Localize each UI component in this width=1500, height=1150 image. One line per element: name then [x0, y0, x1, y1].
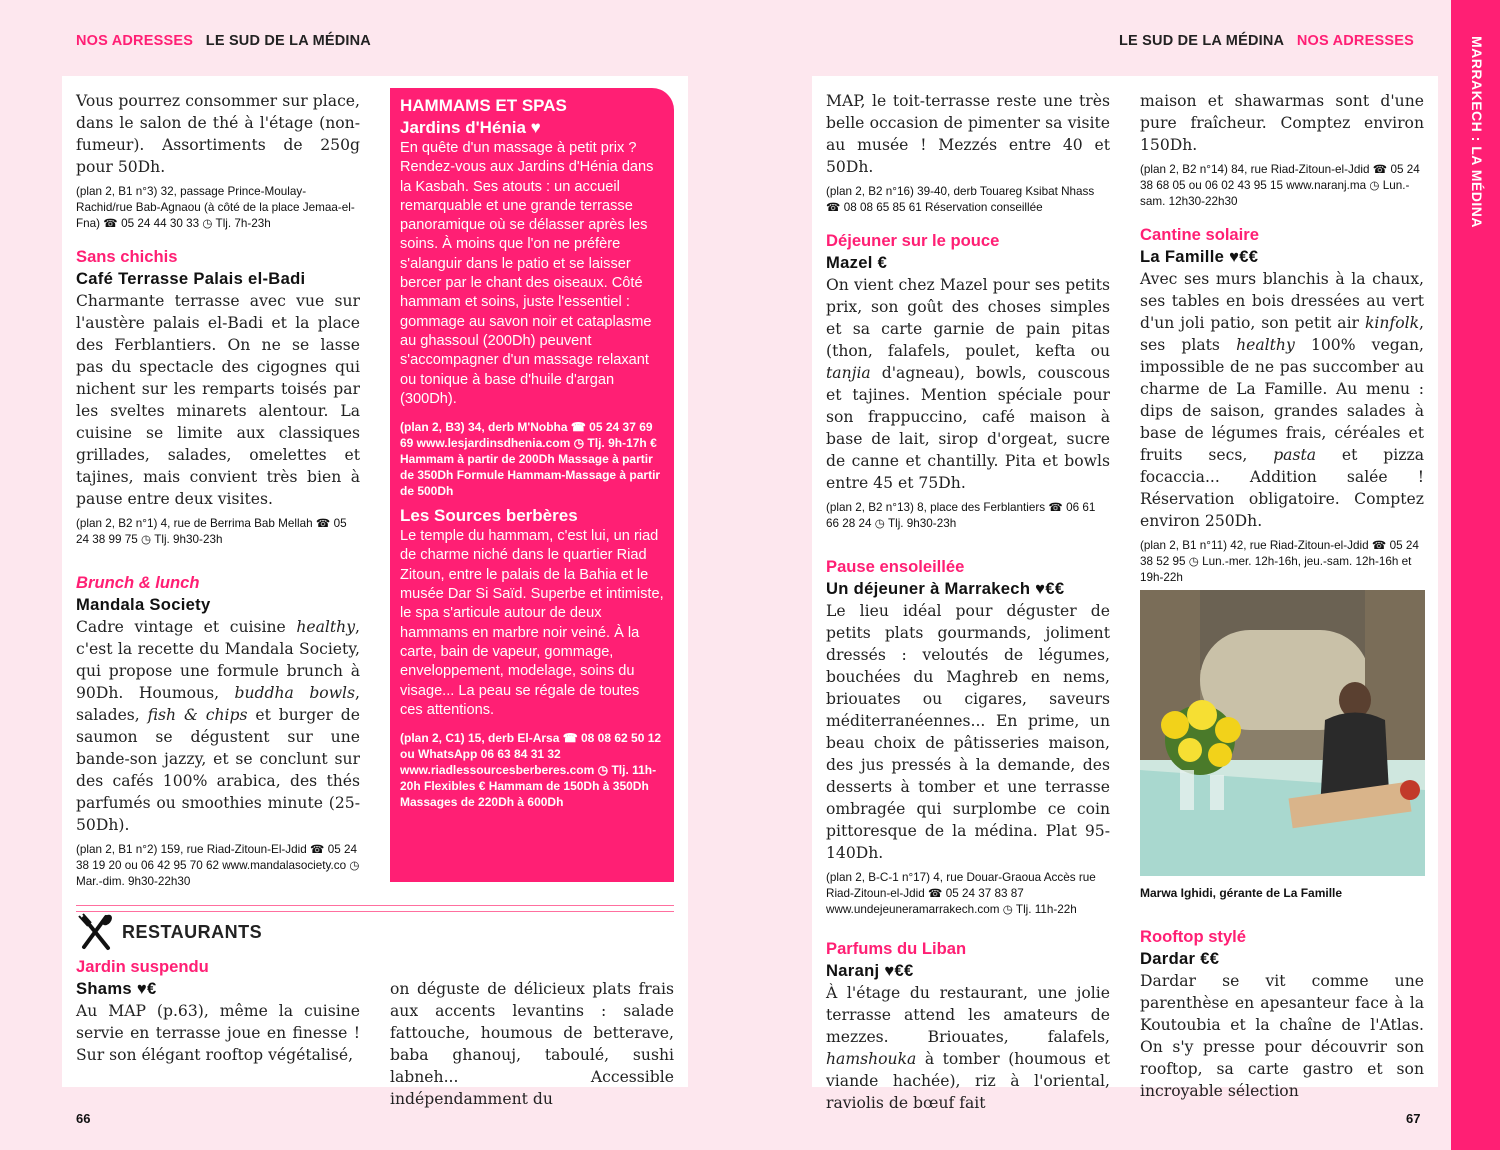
mazel-name: Mazel €	[826, 253, 888, 272]
header-right	[1119, 33, 1414, 49]
famille-kicker: Cantine solaire	[1140, 225, 1259, 244]
shams-name: Shams ♥€	[76, 979, 157, 998]
mazel-info: (plan 2, B2 n°13) 8, place des Ferblantiers ☎ 06 61 66 28 24 ◷ Tlj. 9h30-23h	[826, 501, 1096, 530]
header-area: LE SUD DE LA MÉDINA	[205, 33, 371, 49]
divider-rule	[76, 905, 674, 906]
intro-text: Vous pourrez consommer sur place, dans le salon de thé à l'étage (non-fumeur). Assortiments de 250g pour 50Dh.	[76, 92, 360, 176]
badi-info: (plan 2, B2 n°1) 4, rue de Berrima Bab Mellah ☎ 05 24 38 99 75 ◷ Tlj. 9h30-23h	[76, 517, 347, 546]
page-right	[812, 76, 1438, 1112]
divider-rule	[76, 911, 674, 912]
dejeuner-name: Un déjeuner à Marrakech ♥€€	[826, 579, 1065, 598]
sources-name: Les Sources berbères	[400, 506, 578, 526]
henia-info: (plan 2, B3) 34, derb M'Nobha ☎ 05 24 37 69 69 www.lesjardinsdhenia.com ◷ Tlj. 9h-17h € Hammam à partir de 200Dh Massage à partir de 350Dh Formule Hammam-Massage à partir de 500Dh	[400, 420, 661, 499]
shams-kicker: Jardin suspendu	[76, 957, 209, 976]
dardar-kicker: Rooftop stylé	[1140, 927, 1247, 946]
page-number-left: 66	[76, 1111, 91, 1126]
famille-text: Avec ses murs blanchis à la chaux, ses tables en bois dressées au vert d'un joli patio, son petit air kinfolk, ses plats healthy 100% vegan, impossible de ne pas succomber au charme de La Famille. Au menu : dips de saison, grandes salades à base de légumes frais, céréales et fruits secs, pasta et pizza focaccia... Addition salée ! Réservation obligatoire. Comptez environ 250Dh.	[1140, 270, 1424, 530]
dardar-name: Dardar €€	[1140, 949, 1220, 968]
sources-info: (plan 2, C1) 15, derb El-Arsa ☎ 08 08 62 50 12 ou WhatsApp 06 63 84 31 32 www.riadlessourcesberberes.com ◷ Tlj. 11h-20h Flexibles € Hammam de 150Dh à 350Dh Massages de 220Dh à 600Dh	[400, 731, 662, 810]
restaurants-section	[76, 912, 676, 1110]
dardar-block	[1140, 926, 1424, 1102]
mandala-info: (plan 2, B1 n°2) 159, rue Riad-Zitoun-El-Jdid ☎ 05 24 38 19 20 ou 06 42 95 70 62 www.mandalasociety.co ◷ Mar.-dim. 9h30-22h30	[76, 843, 360, 888]
famille-name: La Famille ♥€€	[1140, 247, 1259, 266]
header-section: NOS ADRESSES	[76, 33, 194, 49]
badi-kicker: Sans chichis	[76, 247, 178, 266]
spa-heading: HAMMAMS ET SPAS	[400, 96, 567, 115]
header-section: NOS ADRESSES	[1296, 33, 1414, 49]
page-number-right: 67	[1406, 1111, 1421, 1126]
restaurants-heading	[76, 912, 676, 952]
badi-name: Café Terrasse Palais el-Badi	[76, 269, 306, 288]
henia-name: Jardins d'Hénia ♥	[400, 118, 541, 137]
henia-text: En quête d'un massage à petit prix ? Rendez-vous aux Jardins d'Hénia dans la Kasbah. Ses atouts : un accueil remarquable et une grande terrasse panoramique où se délasser après les soins. À moins que l'on ne préfère s'alanguir dans le patio et se laisser bercer par le chant des oiseaux. Côté hammam et soins, juste l'essentiel : gommage au savon noir et cataplasme au ghassoul (200Dh) peuvent s'accompagner d'un massage relaxant ou tonique à base d'huile d'argan (300Dh).	[400, 140, 654, 407]
shams-text-a: Au MAP (p.63), même la cuisine servie en terrasse joue en finesse ! Sur son élégant rooftop végétalisé,	[76, 1002, 360, 1064]
dejeuner-text: Le lieu idéal pour déguster de petits plats gourmands, joliment dressés : veloutés de légumes, bouchées du Maghreb en nems, briouates ou cigares, saveurs méditerranéennes... En prime, un beau choix de pâtisseries maison, des jus pressés à la demande, des desserts à tomber et une terrasse ombragée qui surplombe ce coin pittoresque de la médina. Plat 95-140Dh.	[826, 602, 1110, 862]
badi-text: Charmante terrasse avec vue sur l'austère palais el-Badi et la place des Ferblantiers. On ne se lasse pas du spectacle des cigognes qui nichent sur les remparts toisés par les sveltes minarets alentour. La cuisine se limite aux classiques grillades, salades, omelettes et tajines, mais convient très bien à pause entre deux visites.	[76, 292, 360, 508]
header-left	[76, 33, 371, 49]
intro-info: (plan 2, B2 n°14) 84, rue Riad-Zitoun-el-Jdid ☎ 05 24 38 68 05 ou 06 02 43 95 15 www.naranj.ma ◷ Lun.-sam. 12h30-22h30	[1140, 163, 1420, 208]
intro-info: (plan 2, B1 n°3) 32, passage Prince-Moulay-Rachid/rue Bab-Agnaou (à côté de la place Jemaa-el-Fna) ☎ 05 24 44 30 33 ◷ Tlj. 7h-23h	[76, 185, 355, 230]
dardar-text: Dardar se vit comme une parenthèse en apesanteur face à la Koutoubia et la chaîne de l'Atlas. On s'y presse pour découvrir son rooftop, sa carte gastro et son incroyable sélection	[1140, 972, 1424, 1100]
sources-text: Le temple du hammam, c'est lui, un riad de charme niché dans le quartier Riad Zitoun, entre le palais de la Bahia et le musée Dar Si Saïd. Superbe et intimiste, le spa s'articule autour de deux hammams en marbre noir veiné. À la carte, bain de vapeur, gommage, enveloppement, modelage, soins du visage... La peau se régale de toutes ces attentions.	[400, 528, 664, 718]
spa-box	[390, 88, 674, 882]
naranj-name: Naranj ♥€€	[826, 961, 914, 980]
header-area: LE SUD DE LA MÉDINA	[1119, 33, 1285, 49]
restaurants-title: RESTAURANTS	[122, 921, 263, 942]
intro-text: maison et shawarmas sont d'une pure fraîcheur. Comptez environ 150Dh.	[1140, 92, 1424, 154]
shams-text-b: on déguste de délicieux plats frais aux accents levantins : salade fattouche, houmous de betterave, baba ghanouj, taboulé, sushi labneh... Accessible indépendamment du	[390, 980, 674, 1108]
dejeuner-kicker: Pause ensoleillée	[826, 557, 965, 576]
intro-info: (plan 2, B2 n°16) 39-40, derb Touareg Ksibat Nhass ☎ 08 08 65 85 61 Réservation conseillée	[826, 185, 1095, 214]
mandala-name: Mandala Society	[76, 595, 211, 614]
mandala-kicker: Brunch & lunch	[76, 573, 200, 592]
restaurant-photo	[1140, 590, 1425, 876]
middle-column	[826, 90, 1110, 1114]
left-column	[76, 90, 360, 890]
side-label: MARRAKECH : LA MÉDINA	[1469, 36, 1485, 228]
mandala-text: Cadre vintage et cuisine healthy, c'est la recette du Mandala Society, qui propose une formule brunch à 90Dh. Houmous, buddha bowls, salades, fish & chips et burger de saumon se dégustent sur une bande-son jazzy, et se conclunt sur des cafés 100% arabica, des thés parfumés ou smoothies minute (25-50Dh).	[76, 618, 360, 834]
mazel-kicker: Déjeuner sur le pouce	[826, 231, 1000, 250]
dejeuner-info: (plan 2, B-C-1 n°17) 4, rue Douar-Graoua Accès rue Riad-Zitoun-el-Jdid ☎ 05 24 37 83 87 www.undejeuneramarrakech.com ◷ Tlj. 11h-22h	[826, 871, 1096, 916]
mazel-text: On vient chez Mazel pour ses petits prix, son goût des choses simples et sa carte garnie de pain pitas (thon, falafels, poulet, kefta ou tanjia d'agneau), bowls, couscous et tajines. Mention spéciale pour son frappuccino, café maison à base de lait, sirop d'orgeat, sucre de canne et chantilly. Pita et bowls entre 45 et 75Dh.	[826, 276, 1110, 492]
photo-caption: Marwa Ighidi, gérante de La Famille	[1140, 886, 1343, 900]
intro-text: MAP, le toit-terrasse reste une très belle occasion de pimenter sa visite au musée ! Mezzés entre 40 et 50Dh.	[826, 92, 1110, 176]
naranj-kicker: Parfums du Liban	[826, 939, 967, 958]
famille-info: (plan 2, B1 n°11) 42, rue Riad-Zitoun-el-Jdid ☎ 05 24 38 52 95 ◷ Lun.-mer. 12h-16h, jeu.-sam. 12h-16h et 19h-22h	[1140, 539, 1419, 584]
naranj-text: À l'étage du restaurant, une jolie terrasse attend les amateurs de mezzes. Briouates, falafels, hamshouka à tomber (houmous et viande hachée), riz à l'oriental, raviolis de bœuf fait	[826, 984, 1110, 1112]
right-column	[1140, 90, 1424, 586]
cutlery-icon	[76, 912, 116, 952]
